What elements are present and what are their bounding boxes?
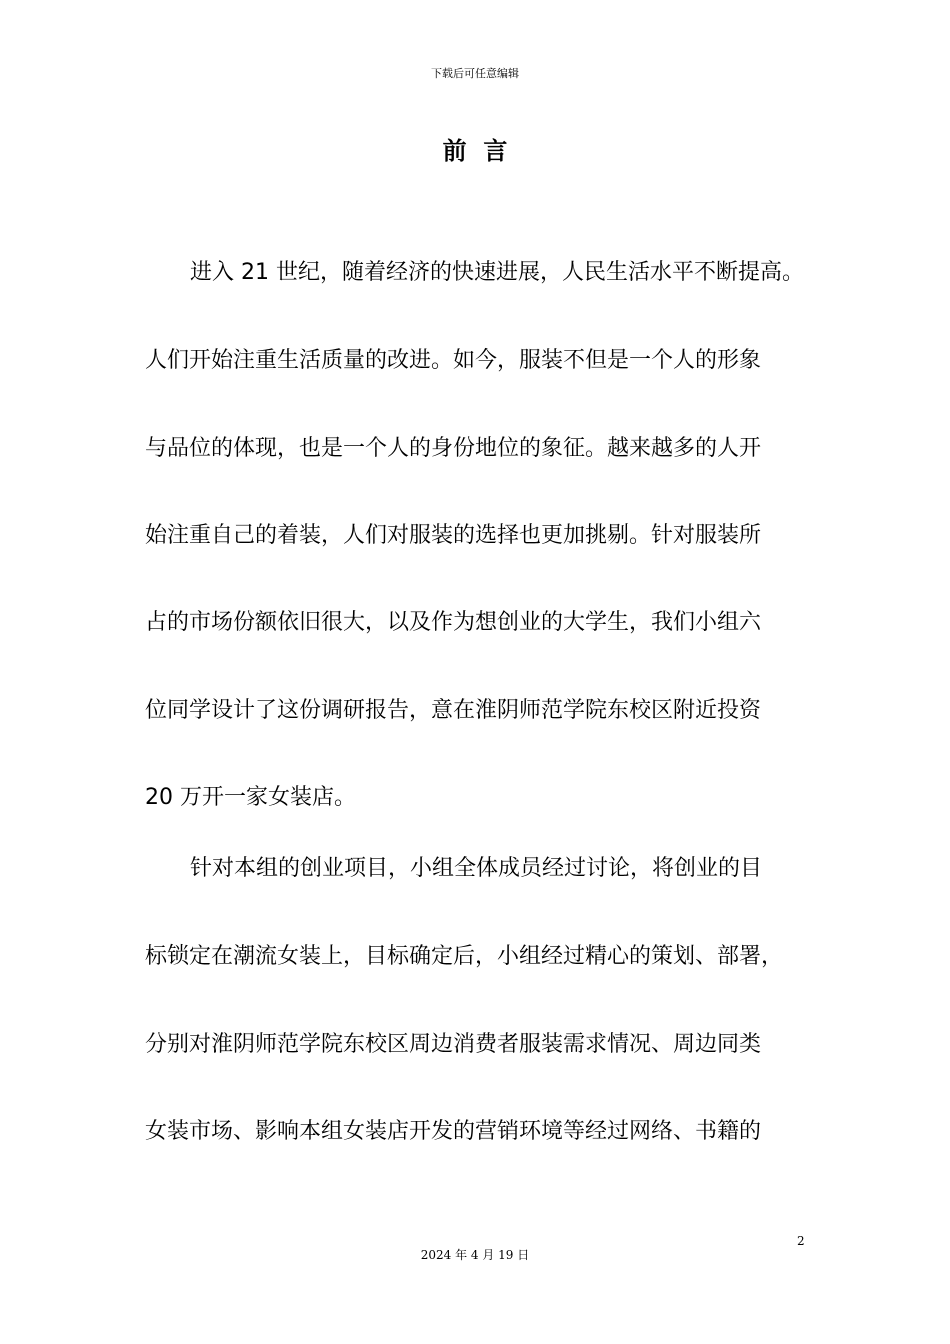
body-line: 女装市场、影响本组女装店开发的营销环境等经过网络、书籍的 xyxy=(145,1119,762,1144)
header-note: 下载后可任意编辑 xyxy=(431,67,519,80)
page-number: 2 xyxy=(797,1234,805,1248)
body-line: 进入 21 世纪，随着经济的快速进展，人民生活水平不断提高。 xyxy=(190,260,804,285)
body-line: 针对本组的创业项目，小组全体成员经过讨论，将创业的目 xyxy=(190,856,763,881)
body-line: 位同学设计了这份调研报告，意在淮阴师范学院东校区附近投资 xyxy=(145,698,762,723)
document-title: 前 言 xyxy=(442,137,508,165)
body-line: 占的市场份额依旧很大，以及作为想创业的大学生，我们小组六 xyxy=(145,610,762,635)
body-line: 人们开始注重生活质量的改进。如今，服装不但是一个人的形象 xyxy=(145,348,762,373)
body-line: 与品位的体现，也是一个人的身份地位的象征。越来越多的人开 xyxy=(145,436,762,461)
body-line: 标锁定在潮流女装上，目标确定后，小组经过精心的策划、部署， xyxy=(145,944,784,969)
body-line: 20 万开一家女装店。 xyxy=(145,785,356,810)
footer-date: 2024 年 4 月 19 日 xyxy=(420,1248,530,1262)
body-line: 分别对淮阴师范学院东校区周边消费者服装需求情况、周边同类 xyxy=(145,1032,762,1057)
body-line: 始注重自己的着装，人们对服装的选择也更加挑剔。针对服装所 xyxy=(145,523,762,548)
